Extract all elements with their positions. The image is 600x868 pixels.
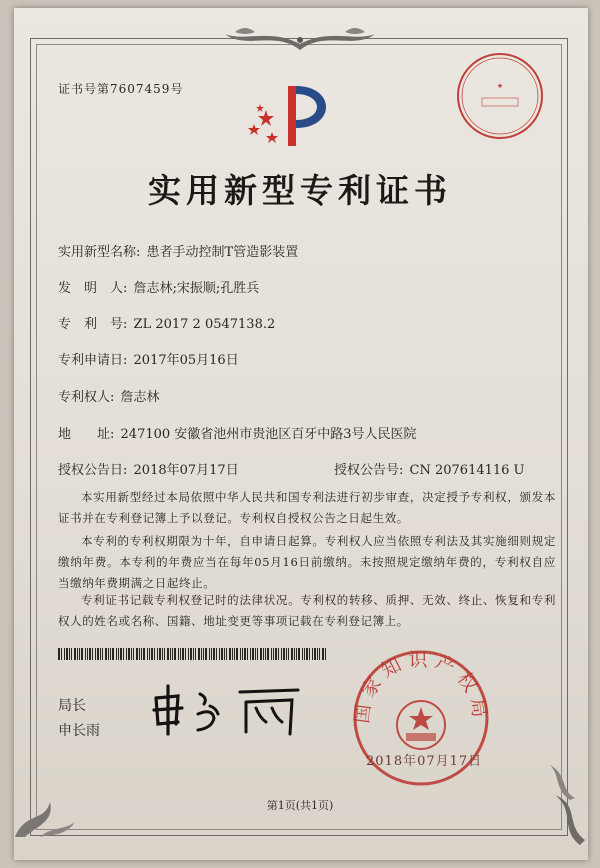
- field-address-value: 247100 安徽省池州市贵池区百牙中路3号人民医院: [120, 427, 417, 442]
- barcode-bar: [278, 648, 279, 660]
- barcode-bar: [325, 648, 326, 660]
- barcode-bar: [123, 648, 124, 660]
- barcode-bar: [211, 648, 212, 660]
- barcode-bar: [110, 648, 111, 660]
- barcode-bar: [100, 648, 101, 660]
- barcode-bar: [265, 648, 266, 660]
- barcode-bar: [174, 648, 176, 660]
- field-grant-date-label: 授权公告日:: [58, 463, 128, 478]
- field-inventor-label: 发 明 人:: [58, 281, 128, 296]
- barcode-bar: [234, 648, 235, 660]
- barcode-bar: [319, 648, 320, 660]
- field-grant-no-label: 授权公告号:: [334, 463, 404, 478]
- barcode-bar: [133, 648, 134, 660]
- seal-text: 国家知识产权局: [350, 649, 492, 725]
- field-address-label: 地 址:: [58, 427, 115, 442]
- field-inventor-value: 詹志林;宋振顺;孔胜兵: [133, 281, 260, 296]
- field-patent-no-value: ZL 2017 2 0547138.2: [133, 317, 276, 332]
- barcode-bar: [120, 648, 122, 660]
- seal-date: 2018年07月17日: [366, 754, 483, 769]
- barcode-bar: [271, 648, 272, 660]
- barcode-bar: [180, 648, 181, 660]
- barcode-bar: [87, 648, 88, 660]
- barcode-bar: [302, 648, 303, 660]
- barcode-bar: [102, 648, 103, 660]
- top-scroll-ornament: [215, 20, 385, 56]
- barcode-bar: [250, 648, 251, 660]
- field-patent-no: [58, 313, 275, 332]
- barcode-bar: [108, 648, 109, 660]
- barcode-bar: [244, 648, 246, 660]
- barcode-bar: [216, 648, 217, 660]
- barcode-bar: [136, 648, 138, 660]
- barcode-bar: [213, 648, 215, 660]
- barcode-bar: [190, 648, 192, 660]
- barcode-bar: [229, 648, 231, 660]
- barcode-bar: [147, 648, 148, 660]
- barcode: [58, 648, 328, 660]
- field-inventor: [58, 277, 259, 296]
- barcode-bar: [167, 648, 169, 660]
- barcode-bar: [172, 648, 173, 660]
- barcode-bar: [314, 648, 316, 660]
- barcode-bar: [85, 648, 86, 660]
- barcode-bar: [170, 648, 171, 660]
- barcode-bar: [151, 648, 153, 660]
- barcode-bar: [198, 648, 200, 660]
- field-grant-date-value: 2018年07月17日: [133, 463, 239, 478]
- field-name-label: 实用新型名称:: [58, 245, 141, 260]
- paragraph-2: 本专利的专利权期限为十年，自申请日起算。专利权人应当依照专利法及其实施细则规定缴纳年费。本专利的年费应当在每年05月16日前缴纳。未按照规定缴纳年费的，专利权自应当缴纳年费期满之日起终止。: [58, 534, 556, 590]
- barcode-bar: [141, 648, 142, 660]
- signer-title: 局长: [58, 698, 86, 714]
- barcode-bar: [74, 648, 76, 660]
- barcode-bar: [224, 648, 225, 660]
- barcode-bar: [97, 648, 99, 660]
- barcode-bar: [162, 648, 163, 660]
- field-name: [58, 241, 298, 260]
- paragraph-1: 本实用新型经过本局依照中华人民共和国专利法进行初步审查，决定授予专利权，颁发本证书并在专利登记簿上予以登记。专利权自授权公告之日起生效。: [58, 490, 556, 525]
- barcode-bar: [242, 648, 243, 660]
- barcode-bar: [317, 648, 318, 660]
- barcode-bar: [296, 648, 297, 660]
- barcode-bar: [247, 648, 248, 660]
- barcode-bar: [263, 648, 264, 660]
- barcode-bar: [95, 648, 96, 660]
- barcode-bar: [252, 648, 254, 660]
- agency-stamp: [452, 48, 548, 144]
- barcode-bar: [66, 648, 68, 660]
- barcode-bar: [209, 648, 210, 660]
- field-grant-date: [58, 459, 239, 478]
- barcode-bar: [294, 648, 295, 660]
- barcode-bar: [154, 648, 155, 660]
- cnipa-logo-icon: [244, 80, 340, 150]
- barcode-bar: [89, 648, 91, 660]
- barcode-bar: [203, 648, 204, 660]
- barcode-bar: [58, 648, 60, 660]
- field-grant-no-value: CN 207614116 U: [409, 463, 525, 478]
- barcode-bar: [309, 648, 310, 660]
- barcode-bar: [322, 648, 324, 660]
- barcode-bar: [205, 648, 207, 660]
- field-apply-date-label: 专利申请日:: [58, 353, 128, 368]
- barcode-bar: [236, 648, 238, 660]
- barcode-bar: [193, 648, 194, 660]
- certificate-number: 证书号第7607459号: [58, 82, 184, 96]
- barcode-bar: [298, 648, 300, 660]
- field-apply-date-value: 2017年05月16日: [133, 353, 239, 368]
- barcode-bar: [286, 648, 287, 660]
- barcode-bar: [178, 648, 179, 660]
- barcode-bar: [64, 648, 65, 660]
- barcode-bar: [185, 648, 186, 660]
- barcode-bar: [275, 648, 277, 660]
- barcode-bar: [201, 648, 202, 660]
- barcode-bar: [139, 648, 140, 660]
- barcode-bar: [219, 648, 220, 660]
- field-name-value: 患者手动控制T管造影装置: [146, 245, 299, 260]
- barcode-bar: [143, 648, 145, 660]
- barcode-bar: [116, 648, 117, 660]
- barcode-bar: [118, 648, 119, 660]
- barcode-bar: [79, 648, 80, 660]
- field-patentee: [58, 386, 160, 405]
- barcode-bar: [267, 648, 269, 660]
- barcode-bar: [61, 648, 62, 660]
- barcode-bar: [226, 648, 227, 660]
- barcode-bar: [304, 648, 305, 660]
- field-patentee-label: 专利权人:: [58, 390, 115, 405]
- barcode-bar: [112, 648, 114, 660]
- barcode-bar: [157, 648, 158, 660]
- barcode-bar: [126, 648, 127, 660]
- barcode-bar: [149, 648, 150, 660]
- barcode-bar: [232, 648, 233, 660]
- barcode-bar: [71, 648, 72, 660]
- paragraph-3: 专利证书记载专利权登记时的法律状况。专利权的转移、质押、无效、终止、恢复和专利权人的姓名或名称、国籍、地址变更等事项记载在专利登记簿上。: [58, 593, 556, 628]
- barcode-bar: [291, 648, 293, 660]
- field-grant-no: [334, 459, 525, 478]
- director-signature: [148, 680, 308, 740]
- barcode-bar: [81, 648, 83, 660]
- svg-text:★: ★: [496, 82, 504, 90]
- barcode-bar: [257, 648, 258, 660]
- barcode-bar: [312, 648, 313, 660]
- field-apply-date: [58, 349, 239, 368]
- barcode-bar: [182, 648, 184, 660]
- barcode-bar: [92, 648, 93, 660]
- barcode-bar: [288, 648, 289, 660]
- barcode-bar: [131, 648, 132, 660]
- barcode-bar: [69, 648, 70, 660]
- barcode-bar: [164, 648, 165, 660]
- barcode-bar: [77, 648, 78, 660]
- barcode-bar: [221, 648, 223, 660]
- barcode-bar: [195, 648, 196, 660]
- barcode-bar: [105, 648, 107, 660]
- field-patent-no-label: 专 利 号:: [58, 317, 128, 332]
- barcode-bar: [273, 648, 274, 660]
- barcode-bar: [260, 648, 262, 660]
- barcode-bar: [128, 648, 130, 660]
- signer-name: 申长雨: [58, 723, 100, 739]
- barcode-bar: [159, 648, 161, 660]
- page-number: 第1页(共1页): [266, 799, 334, 812]
- barcode-bar: [281, 648, 282, 660]
- barcode-bar: [240, 648, 241, 660]
- field-patentee-value: 詹志林: [120, 390, 160, 405]
- field-address: [58, 423, 417, 442]
- barcode-bar: [306, 648, 308, 660]
- page-title: 实用新型专利证书: [148, 171, 452, 210]
- barcode-bar: [283, 648, 285, 660]
- barcode-bar: [255, 648, 256, 660]
- barcode-bar: [188, 648, 189, 660]
